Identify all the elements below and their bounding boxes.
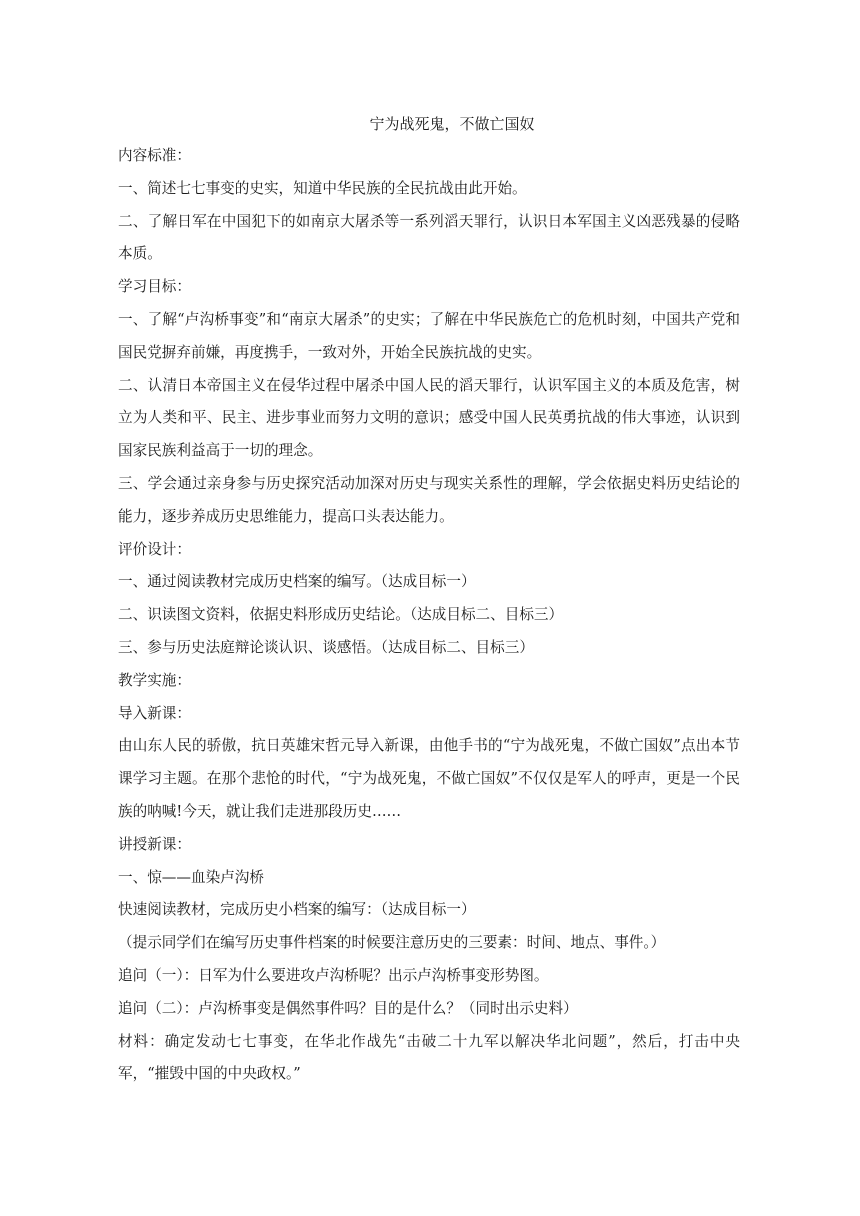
section-1-heading: 一、惊——血染卢沟桥 bbox=[118, 868, 264, 886]
content-standard-item-1: 一、简述七七事变的史实，知道中华民族的全民抗战由此开始。 bbox=[118, 179, 527, 197]
evaluation-item-1: 一、通过阅读教材完成历史档案的编写。（达成目标一） bbox=[118, 573, 476, 591]
learning-goal-2: 二、认清日本帝国主义在侵华过程中屠杀中国人民的滔天罪行，认识军国主义的本质及危害，树立为人类和平、民主、进步事业而努力文明的意识；感受中国人民英勇抗战的伟大事迹，认识到国家民族利益高于一切的理念。 bbox=[118, 376, 740, 460]
document-title: 宁为战死鬼，不做亡国奴 bbox=[369, 115, 535, 133]
heading-teaching-implementation: 教学实施： bbox=[118, 671, 191, 689]
section-1-task: 快速阅读教材，完成历史小档案的编写：（达成目标一） bbox=[118, 901, 476, 919]
heading-new-lesson: 讲授新课： bbox=[118, 835, 191, 853]
heading-evaluation-design: 评价设计： bbox=[118, 540, 191, 558]
section-1-hint: （提示同学们在编写历史事件档案的时候要注意历史的三要素：时间、地点、事件。） bbox=[118, 934, 666, 952]
lesson-intro-text: 由山东人民的骄傲，抗日英雄宋哲元导入新课，由他手书的“宁为战死鬼，不做亡国奴”点出本节课学习主题。在那个悲怆的时代，“宁为战死鬼，不做亡国奴”不仅仅是军人的呼声，更是一个民族的呐喊!今天，就让我们走进那段历史…… bbox=[118, 737, 740, 820]
evaluation-item-2: 二、识读图文资料，依据史料形成历史结论。（达成目标二、目标三） bbox=[118, 606, 564, 624]
document-page bbox=[118, 108, 740, 1091]
evaluation-item-3: 三、参与历史法庭辩论谈认识、谈感悟。（达成目标二、目标三） bbox=[118, 638, 534, 656]
follow-up-question-2: 追问（二）：卢沟桥事变是偶然事件吗？目的是什么？（同时出示史料） bbox=[118, 999, 578, 1017]
heading-content-standard: 内容标准： bbox=[118, 147, 191, 164]
learning-goal-1: 一、了解“卢沟桥事变”和“南京大屠杀”的史实；了解在中华民族危亡的危机时刻，中国共产党和国民党摒弃前嫌，再度携手，一致对外，开始全民族抗战的史实。 bbox=[118, 310, 740, 361]
source-material: 材料：确定发动七七事变，在华北作战先“击破二十九军以解决华北问题”，然后，打击中央军，“摧毁中国的中央政权。” bbox=[118, 1032, 740, 1083]
content-standard-item-2: 二、了解日军在中国犯下的如南京大屠杀等一系列滔天罪行，认识日本军国主义凶恶残暴的侵略本质。 bbox=[118, 212, 740, 263]
follow-up-question-1: 追问（一）：日军为什么要进攻卢沟桥呢？出示卢沟桥事变形势图。 bbox=[118, 966, 549, 984]
heading-lesson-intro: 导入新课： bbox=[118, 704, 191, 722]
heading-learning-goals: 学习目标： bbox=[118, 278, 191, 296]
learning-goal-3: 三、学会通过亲身参与历史探究活动加深对历史与现实关系性的理解，学会依据史料历史结论的能力，逐步养成历史思维能力，提高口头表达能力。 bbox=[118, 474, 740, 525]
